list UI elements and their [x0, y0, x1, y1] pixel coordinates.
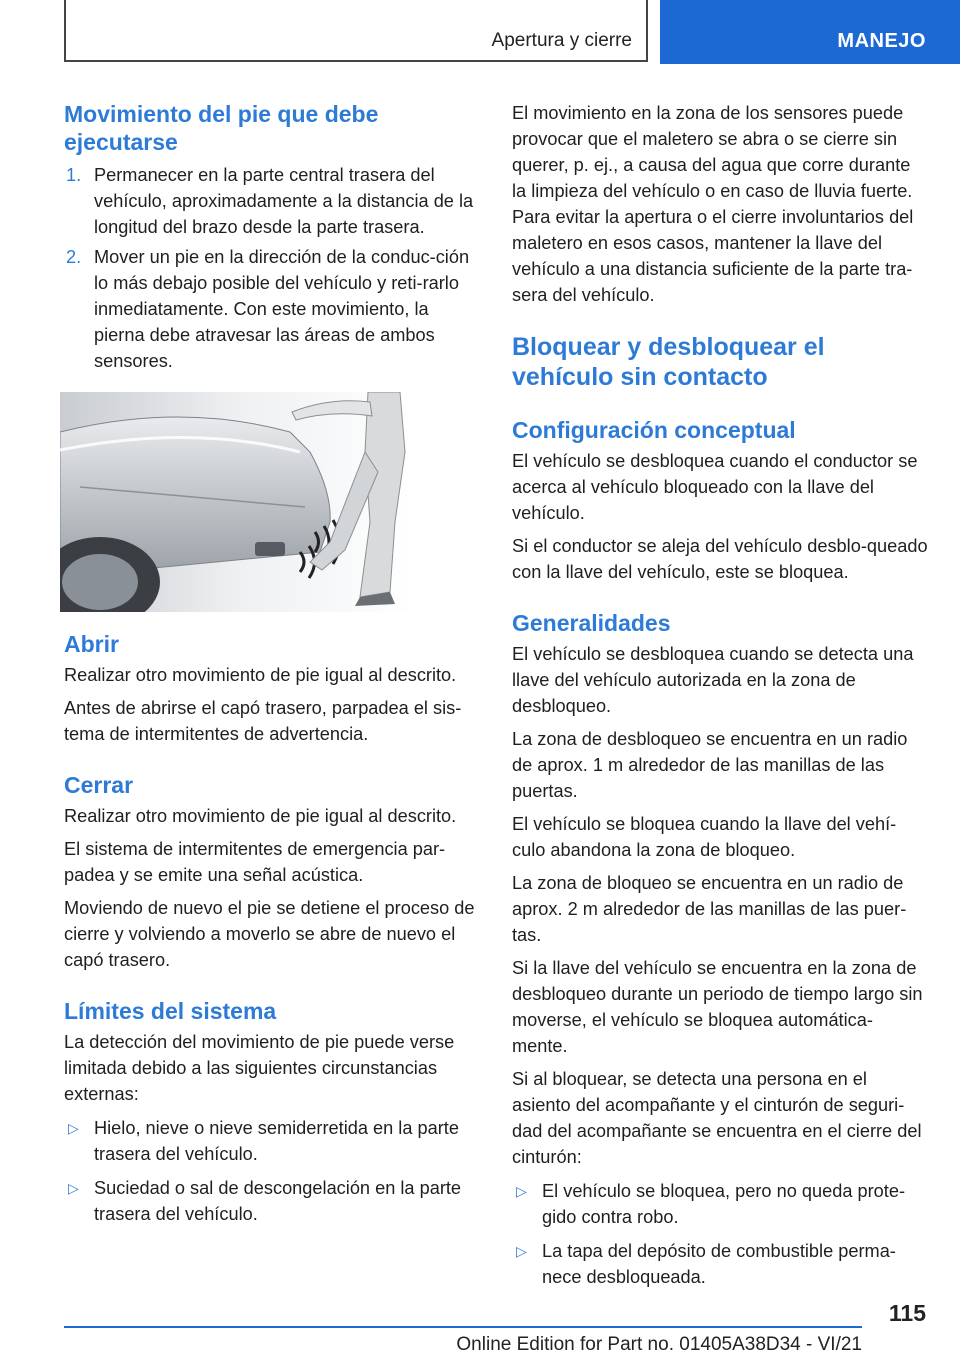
- bullet-text: El vehículo se bloquea, pero no queda prote‐gido contra robo.: [542, 1181, 905, 1227]
- step-number: 1.: [66, 165, 82, 185]
- triangle-right-icon: ▷: [68, 1180, 79, 1196]
- header-section-box: [64, 0, 648, 62]
- paragraph: El vehículo se desbloquea cuando el conductor se acerca al vehículo bloqueado con la llave del vehículo.: [512, 451, 918, 523]
- triangle-right-icon: ▷: [68, 1120, 79, 1136]
- list-item: [64, 162, 478, 240]
- step-number: 2.: [66, 247, 82, 267]
- bullet-text: La tapa del depósito de combustible perma‐nece desbloqueada.: [542, 1241, 896, 1287]
- paragraph: Realizar otro movimiento de pie igual al descrito.: [64, 806, 457, 826]
- triangle-right-icon: ▷: [516, 1183, 527, 1199]
- step-text: Mover un pie en la dirección de la conduc‐ción lo más debajo posible del vehículo y reti‐rarlo inmediatamente. Con este movimiento, la pierna debe atravesar las áreas de ambos sensores.: [94, 247, 470, 371]
- lock-bullet-list: [512, 1178, 928, 1290]
- page-header: [0, 0, 960, 66]
- section-title-concept: Configuración conceptual: [512, 417, 796, 443]
- steps-list: [64, 162, 478, 374]
- foot-gesture-illustration: [60, 392, 414, 612]
- paragraph: El vehículo se bloquea cuando la llave del vehí‐culo abandona la zona de bloqueo.: [512, 814, 897, 860]
- section-title-foot-movement: Movimiento del pie que debe ejecutarse: [64, 101, 379, 155]
- paragraph: El movimiento en la zona de los sensores puede provocar que el maletero se abra o se cierre sin querer, p. ej., a causa del agua que corre durante la limpieza del vehículo o en caso de lluvia fuerte. Para evitar la apertura o el cierre involuntarios del maletero en esos casos, mantener la llave del vehículo a una distancia suficiente de la parte tra‐sera del vehículo.: [512, 103, 914, 305]
- list-item: [512, 1178, 928, 1230]
- paragraph: El vehículo se desbloquea cuando se detecta una llave del vehículo autorizada en la zona de desbloqueo.: [512, 644, 914, 716]
- triangle-right-icon: ▷: [516, 1243, 527, 1259]
- section-title-system-limits: Límites del sistema: [64, 998, 277, 1024]
- chapter-title-keyless: Bloquear y desbloquear el vehículo sin contacto: [512, 333, 825, 391]
- left-column: [64, 100, 478, 1235]
- limits-bullet-list: [64, 1115, 478, 1227]
- bullet-text: Hielo, nieve o nieve semiderretida en la parte trasera del vehículo.: [94, 1118, 459, 1164]
- section-title-general: Generalidades: [512, 610, 671, 636]
- paragraph: Si la llave del vehículo se encuentra en la zona de desbloqueo durante un periodo de tiempo largo sin moverse, el vehículo se bloquea automática‐mente.: [512, 958, 923, 1056]
- header-chapter-label: MANEJO: [837, 30, 926, 52]
- page-number: 115: [888, 1300, 926, 1326]
- bullet-text: Suciedad o sal de descongelación en la parte trasera del vehículo.: [94, 1178, 462, 1224]
- paragraph: La zona de desbloqueo se encuentra en un radio de aprox. 1 m alrededor de las manillas de las puertas.: [512, 729, 908, 801]
- section-title-open: Abrir: [64, 631, 119, 657]
- paragraph: El sistema de intermitentes de emergencia par‐padea y se emite una señal acústica.: [64, 839, 446, 885]
- list-item: [64, 244, 478, 374]
- paragraph: La zona de bloqueo se encuentra en un radio de aprox. 2 m alrededor de las manillas de las puer‐tas.: [512, 873, 907, 945]
- section-title-close: Cerrar: [64, 772, 134, 798]
- header-chapter-tab: [660, 0, 960, 64]
- list-item: [512, 1238, 928, 1290]
- footer-divider: [64, 1326, 862, 1328]
- list-item: [64, 1175, 478, 1227]
- list-item: [64, 1115, 478, 1167]
- step-text: Permanecer en la parte central trasera del vehículo, aproximadamente a la distancia de la longitud del brazo desde la parte trasera.: [94, 165, 474, 237]
- paragraph: Antes de abrirse el capó trasero, parpadea el sis‐tema de intermitentes de advertencia.: [64, 698, 462, 744]
- paragraph: Realizar otro movimiento de pie igual al descrito.: [64, 665, 457, 685]
- edition-note: Online Edition for Part no. 01405A38D34 - VI/21: [456, 1334, 862, 1355]
- paragraph: Moviendo de nuevo el pie se detiene el proceso de cierre y volviendo a moverlo se abre de nuevo el capó trasero.: [64, 898, 475, 970]
- paragraph: Si el conductor se aleja del vehículo desblo‐queado con la llave del vehículo, este se bloquea.: [512, 536, 928, 582]
- header-section-title: Apertura y cierre: [491, 30, 632, 51]
- right-column: [512, 100, 928, 1298]
- paragraph: La detección del movimiento de pie puede verse limitada debido a las siguientes circunstancias externas:: [64, 1032, 455, 1104]
- paragraph: Si al bloquear, se detecta una persona en el asiento del acompañante y el cinturón de seguri‐dad del acompañante se encuentra en el cierre del cinturón:: [512, 1069, 922, 1167]
